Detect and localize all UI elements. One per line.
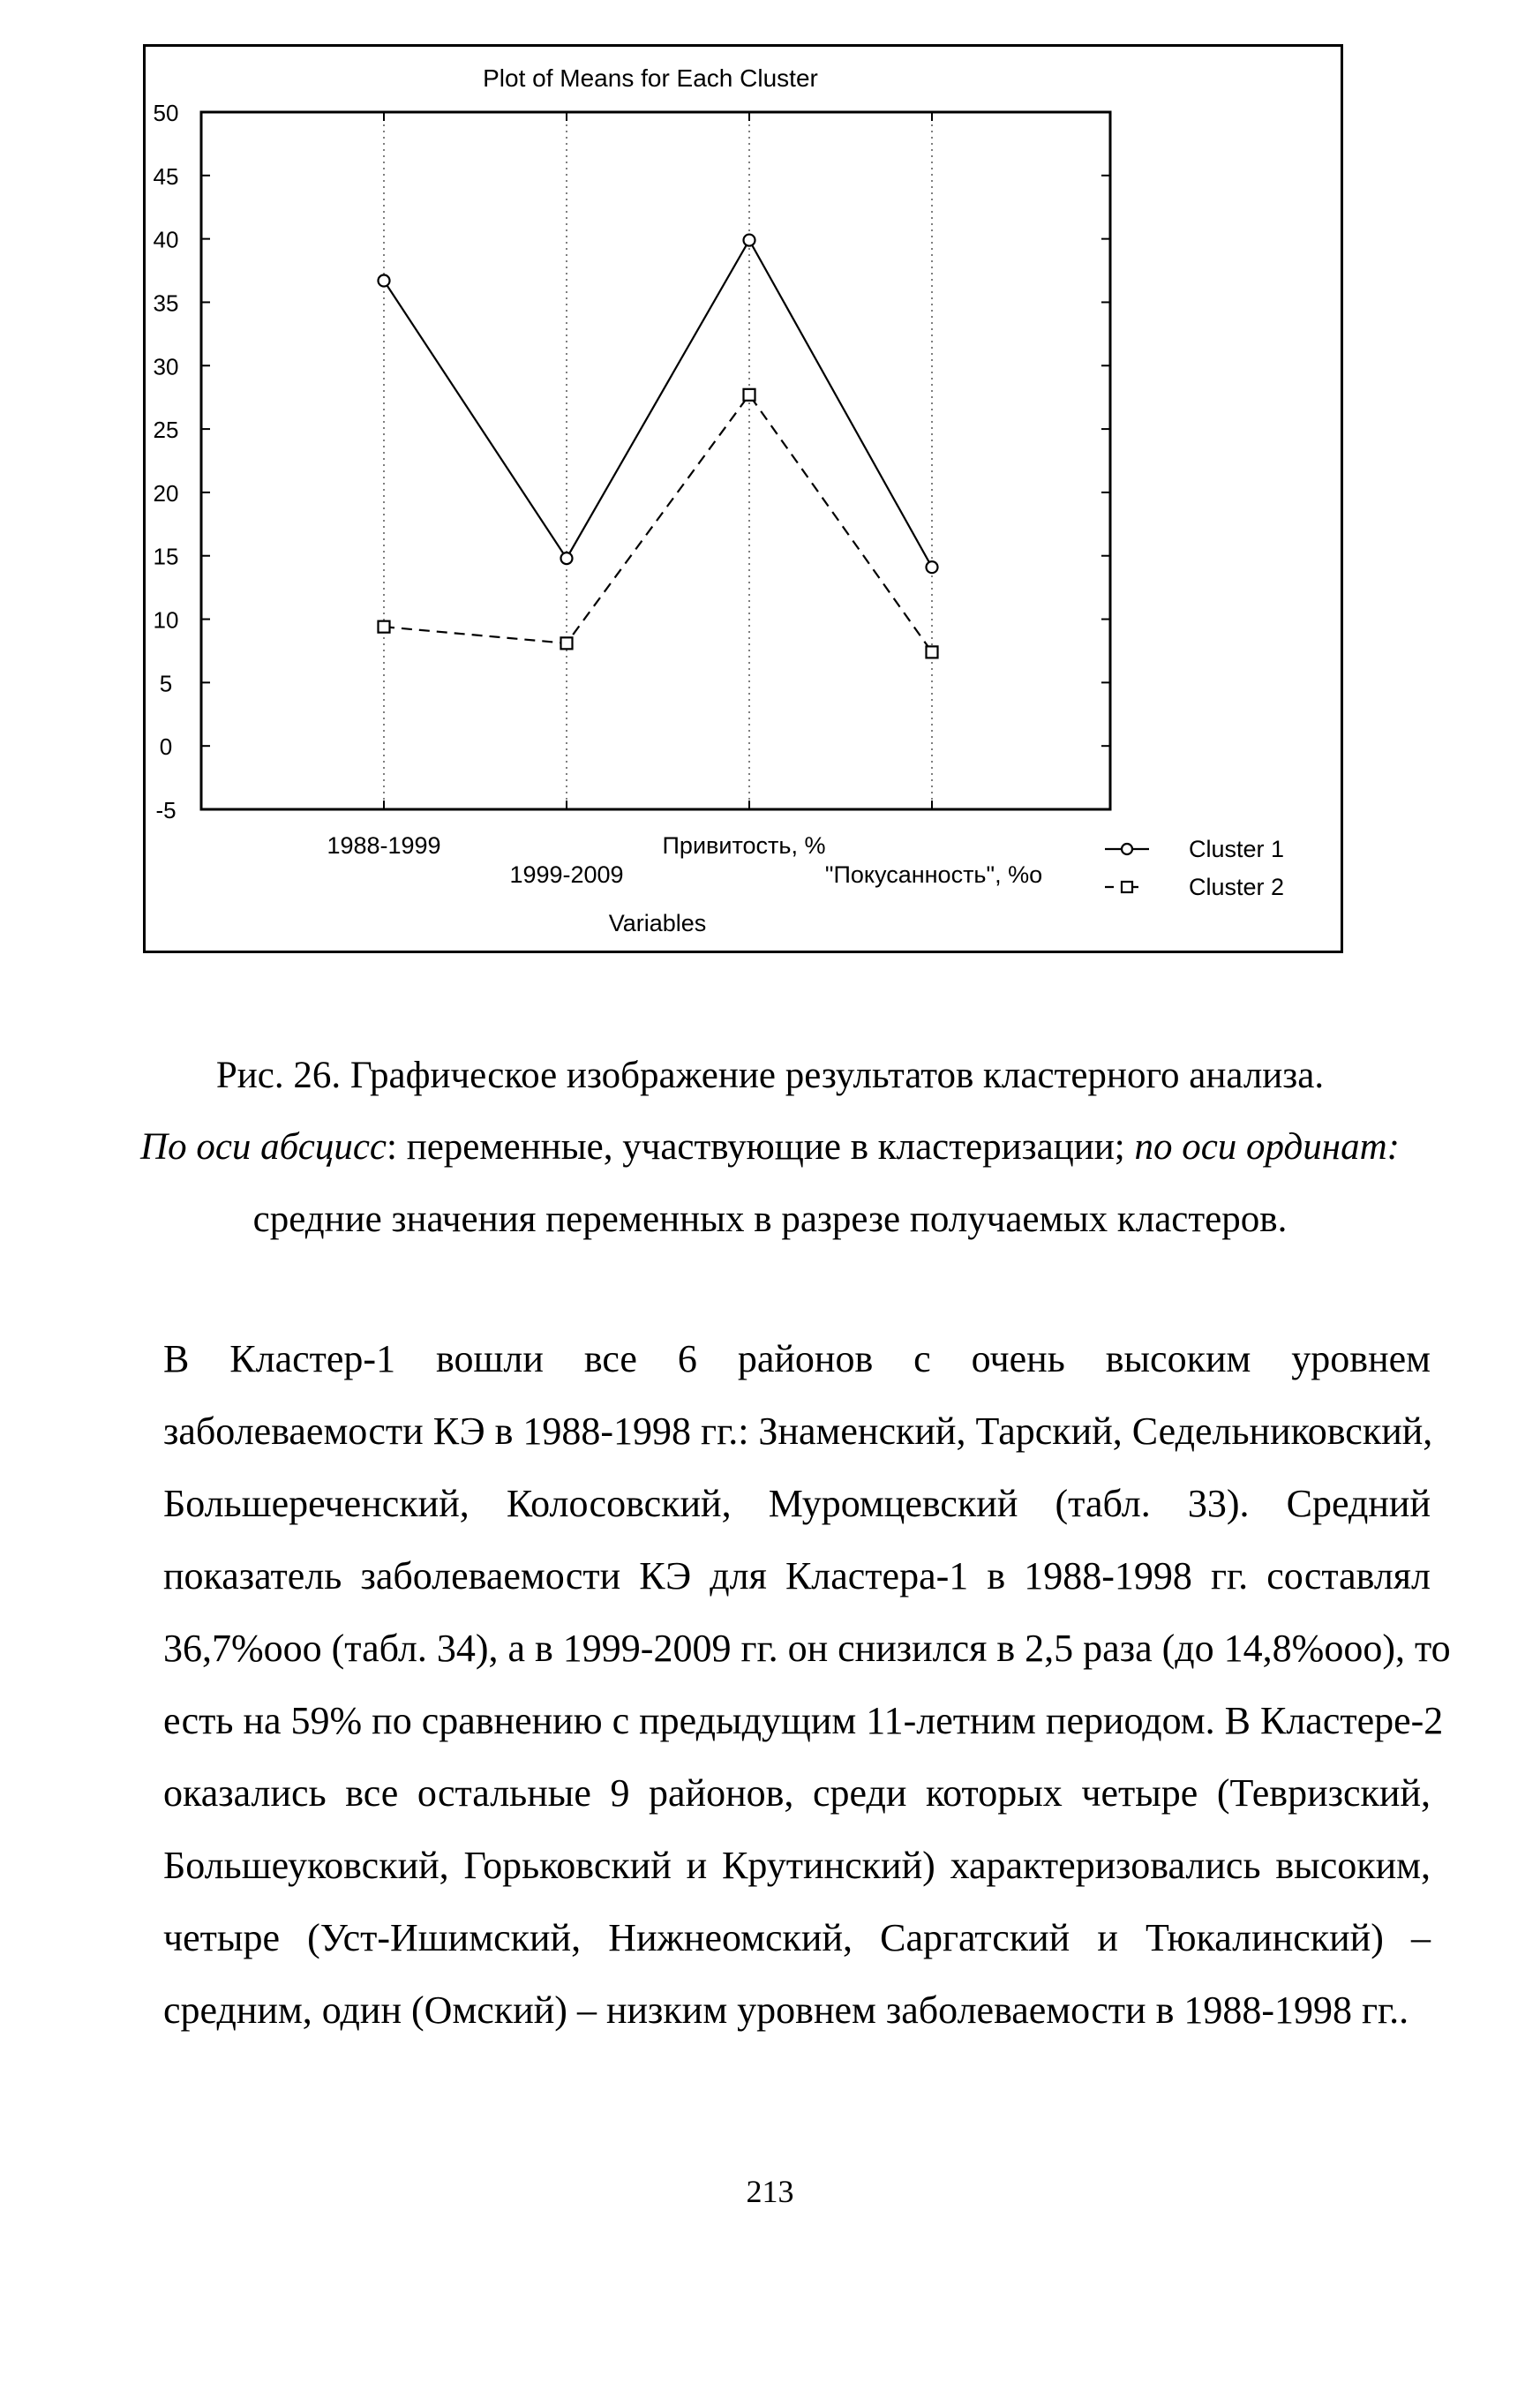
paragraph-line: показатель заболеваемости КЭ для Кластера-1 в 1988-1998 гг. составлял: [163, 1554, 1431, 1597]
y-tick-label: 15: [153, 543, 179, 570]
chart-title: Plot of Means for Each Cluster: [483, 64, 818, 92]
data-point-cluster-2: [744, 389, 755, 401]
x-axis-label: Variables: [608, 910, 707, 936]
caption-abscissa-text: : переменные, участвующие в кластеризации;: [387, 1126, 1135, 1168]
y-tick-label: 5: [159, 670, 173, 697]
series-line-2: [384, 395, 932, 652]
figure-caption-line-3: [0, 1197, 1540, 1243]
caption-line-3: средние значения переменных в разрезе получаемых кластеров.: [252, 1199, 1288, 1240]
data-point-cluster-2: [379, 621, 390, 633]
page-number: 213: [746, 2174, 794, 2209]
data-point-cluster-1: [744, 235, 755, 246]
caption-line-1: Рис. 26. Графическое изображение результатов кластерного анализа.: [215, 1055, 1325, 1096]
paragraph-line: В Кластер-1 вошли все 6 районов с очень высоким уровнем: [163, 1337, 1431, 1380]
y-tick-label: 35: [153, 289, 179, 317]
y-tick-label: 30: [153, 353, 179, 380]
x-tick-label: Привитость, %: [662, 832, 826, 859]
paragraph-line: Большереченский, Колосовский, Муромцевский (табл. 33). Средний: [163, 1482, 1431, 1525]
plot-area-border: [201, 112, 1110, 809]
y-tick-label: 10: [153, 606, 179, 634]
legend-marker-square: [1122, 882, 1132, 892]
data-point-cluster-1: [927, 561, 938, 573]
y-tick-label: 40: [153, 226, 179, 253]
data-point-cluster-1: [561, 553, 573, 564]
legend-marker-circle: [1122, 844, 1132, 854]
figure-caption: [0, 1053, 1540, 1099]
caption-abscissa-label: По оси абсцисс: [140, 1126, 387, 1168]
y-tick-label: 20: [153, 479, 179, 507]
cluster-means-chart: [0, 0, 1540, 971]
x-tick-label: 1999-2009: [509, 861, 624, 888]
data-point-cluster-1: [379, 275, 390, 287]
figure-caption-line-2: [0, 1124, 1540, 1170]
paragraph-line: 36,7%ooo (табл. 34), а в 1999-2009 гг. он снизился в 2,5 раза (до 14,8%ooo), то: [163, 1627, 1451, 1670]
paragraph-line: Большеуковский, Горьковский и Крутинский) характеризовались высоким,: [163, 1844, 1431, 1887]
paragraph-line: заболеваемости КЭ в 1988-1998 гг.: Знаменский, Тарский, Седельниковский,: [163, 1410, 1433, 1453]
paragraph-line: оказались все остальные 9 районов, среди которых четыре (Тевризский,: [163, 1771, 1431, 1815]
legend-label: Cluster 2: [1189, 874, 1285, 900]
x-tick-label: 1988-1999: [327, 832, 441, 859]
y-tick-label: 0: [159, 733, 173, 761]
y-tick-label: 50: [153, 100, 179, 126]
y-tick-label: 45: [153, 162, 179, 190]
legend-label: Cluster 1: [1189, 836, 1285, 862]
paragraph-line: четыре (Уст-Ишимский, Нижнеомский, Саргатский и Тюкалинский) –: [163, 1916, 1431, 1959]
y-tick-label: -5: [155, 797, 177, 823]
data-point-cluster-2: [561, 637, 573, 649]
paragraph-line: есть на 59% по сравнению с предыдущим 11-летним периодом. В Кластере-2: [163, 1699, 1444, 1742]
x-tick-label: "Покусанность", %o: [824, 861, 1043, 888]
paragraph-line: средним, один (Омский) – низким уровнем заболеваемости в 1988-1998 гг..: [163, 1988, 1409, 2032]
y-tick-label: 25: [153, 417, 179, 444]
caption-ordinate-label: по оси ординат:: [1134, 1126, 1400, 1168]
data-point-cluster-2: [927, 646, 938, 658]
